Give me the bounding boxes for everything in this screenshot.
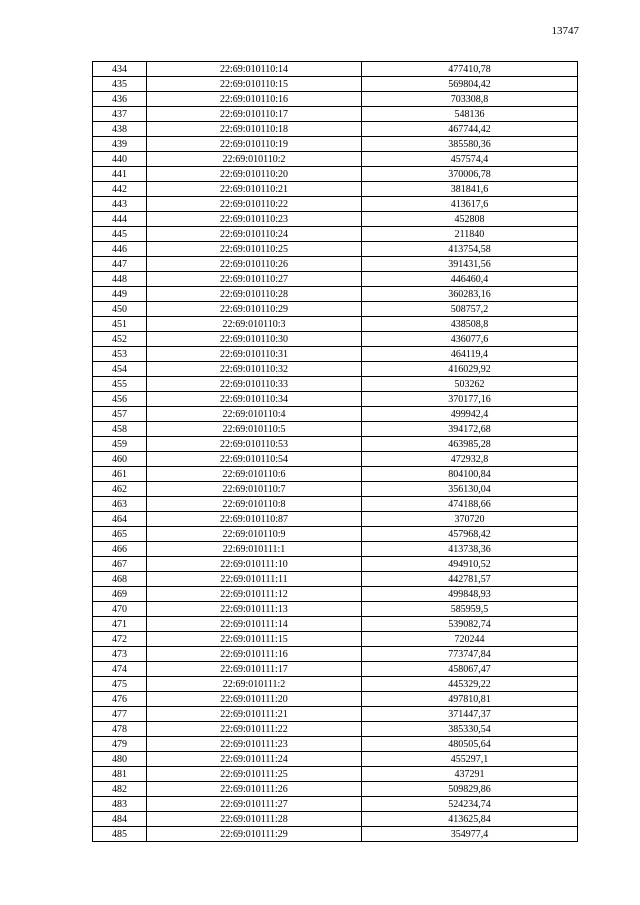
row-number-cell: 450	[93, 302, 147, 317]
table-row	[93, 812, 578, 827]
row-number-cell: 476	[93, 692, 147, 707]
table-row	[93, 182, 578, 197]
table-row	[93, 107, 578, 122]
cadastral-number-cell: 22:69:010111:21	[147, 707, 362, 722]
cadastral-number-cell: 22:69:010110:54	[147, 452, 362, 467]
row-number-cell: 438	[93, 122, 147, 137]
cadastral-number-cell: 22:69:010111:29	[147, 827, 362, 842]
row-number-cell: 436	[93, 92, 147, 107]
cadastral-number-cell: 22:69:010110:87	[147, 512, 362, 527]
row-number-cell: 437	[93, 107, 147, 122]
row-number-cell: 440	[93, 152, 147, 167]
value-cell: 703308,8	[362, 92, 578, 107]
value-cell: 360283,16	[362, 287, 578, 302]
value-cell: 438508,8	[362, 317, 578, 332]
value-cell: 773747,84	[362, 647, 578, 662]
table-row	[93, 662, 578, 677]
row-number-cell: 464	[93, 512, 147, 527]
row-number-cell: 445	[93, 227, 147, 242]
cadastral-number-cell: 22:69:010111:12	[147, 587, 362, 602]
value-cell: 436077,6	[362, 332, 578, 347]
table-row	[93, 272, 578, 287]
row-number-cell: 452	[93, 332, 147, 347]
table-row	[93, 677, 578, 692]
table-row	[93, 347, 578, 362]
cadastral-number-cell: 22:69:010110:15	[147, 77, 362, 92]
row-number-cell: 443	[93, 197, 147, 212]
cadastral-number-cell: 22:69:010110:16	[147, 92, 362, 107]
table-row	[93, 542, 578, 557]
table-row	[93, 407, 578, 422]
cadastral-number-cell: 22:69:010110:53	[147, 437, 362, 452]
cadastral-number-cell: 22:69:010111:24	[147, 752, 362, 767]
value-cell: 413738,36	[362, 542, 578, 557]
table-row	[93, 602, 578, 617]
row-number-cell: 472	[93, 632, 147, 647]
cadastral-number-cell: 22:69:010110:4	[147, 407, 362, 422]
table-row	[93, 557, 578, 572]
row-number-cell: 482	[93, 782, 147, 797]
value-cell: 381841,6	[362, 182, 578, 197]
cadastral-number-cell: 22:69:010111:16	[147, 647, 362, 662]
table-body	[93, 62, 578, 842]
value-cell: 356130,04	[362, 482, 578, 497]
row-number-cell: 454	[93, 362, 147, 377]
row-number-cell: 442	[93, 182, 147, 197]
table-row	[93, 392, 578, 407]
page-number: 13747	[551, 25, 579, 37]
table-row	[93, 362, 578, 377]
table-row	[93, 797, 578, 812]
row-number-cell: 455	[93, 377, 147, 392]
cadastral-number-cell: 22:69:010110:28	[147, 287, 362, 302]
value-cell: 494910,52	[362, 557, 578, 572]
table-row	[93, 722, 578, 737]
value-cell: 463985,28	[362, 437, 578, 452]
row-number-cell: 466	[93, 542, 147, 557]
value-cell: 509829,86	[362, 782, 578, 797]
value-cell: 477410,78	[362, 62, 578, 77]
table-row	[93, 92, 578, 107]
cadastral-number-cell: 22:69:010111:13	[147, 602, 362, 617]
value-cell: 499942,4	[362, 407, 578, 422]
value-cell: 455297,1	[362, 752, 578, 767]
row-number-cell: 434	[93, 62, 147, 77]
row-number-cell: 448	[93, 272, 147, 287]
cadastral-number-cell: 22:69:010110:22	[147, 197, 362, 212]
table-row	[93, 782, 578, 797]
row-number-cell: 467	[93, 557, 147, 572]
cadastral-number-cell: 22:69:010110:30	[147, 332, 362, 347]
cadastral-number-cell: 22:69:010110:19	[147, 137, 362, 152]
table-row	[93, 467, 578, 482]
table-row	[93, 572, 578, 587]
row-number-cell: 446	[93, 242, 147, 257]
row-number-cell: 439	[93, 137, 147, 152]
cadastral-number-cell: 22:69:010111:15	[147, 632, 362, 647]
row-number-cell: 474	[93, 662, 147, 677]
cadastral-number-cell: 22:69:010111:25	[147, 767, 362, 782]
value-cell: 585959,5	[362, 602, 578, 617]
row-number-cell: 460	[93, 452, 147, 467]
value-cell: 371447,37	[362, 707, 578, 722]
cadastral-number-cell: 22:69:010110:21	[147, 182, 362, 197]
value-cell: 497810,81	[362, 692, 578, 707]
row-number-cell: 458	[93, 422, 147, 437]
value-cell: 503262	[362, 377, 578, 392]
cadastral-number-cell: 22:69:010111:11	[147, 572, 362, 587]
row-number-cell: 483	[93, 797, 147, 812]
cadastral-number-cell: 22:69:010110:8	[147, 497, 362, 512]
cadastral-number-cell: 22:69:010111:2	[147, 677, 362, 692]
cadastral-number-cell: 22:69:010111:27	[147, 797, 362, 812]
row-number-cell: 447	[93, 257, 147, 272]
row-number-cell: 444	[93, 212, 147, 227]
cadastral-number-cell: 22:69:010111:23	[147, 737, 362, 752]
cadastral-number-cell: 22:69:010110:6	[147, 467, 362, 482]
row-number-cell: 478	[93, 722, 147, 737]
cadastral-number-cell: 22:69:010110:25	[147, 242, 362, 257]
value-cell: 446460,4	[362, 272, 578, 287]
value-cell: 720244	[362, 632, 578, 647]
table-row	[93, 497, 578, 512]
row-number-cell: 441	[93, 167, 147, 182]
cadastral-number-cell: 22:69:010110:29	[147, 302, 362, 317]
cadastral-number-cell: 22:69:010110:5	[147, 422, 362, 437]
cadastral-number-cell: 22:69:010110:9	[147, 527, 362, 542]
cadastral-number-cell: 22:69:010110:20	[147, 167, 362, 182]
value-cell: 385330,54	[362, 722, 578, 737]
row-number-cell: 477	[93, 707, 147, 722]
table-row	[93, 752, 578, 767]
cadastral-number-cell: 22:69:010110:32	[147, 362, 362, 377]
row-number-cell: 449	[93, 287, 147, 302]
value-cell: 472932,8	[362, 452, 578, 467]
cadastral-number-cell: 22:69:010110:24	[147, 227, 362, 242]
row-number-cell: 456	[93, 392, 147, 407]
value-cell: 548136	[362, 107, 578, 122]
table-row	[93, 152, 578, 167]
value-cell: 445329,22	[362, 677, 578, 692]
value-cell: 391431,56	[362, 257, 578, 272]
cadastral-number-cell: 22:69:010110:27	[147, 272, 362, 287]
table-row	[93, 167, 578, 182]
table-row	[93, 77, 578, 92]
value-cell: 452808	[362, 212, 578, 227]
value-cell: 804100,84	[362, 467, 578, 482]
table-row	[93, 767, 578, 782]
row-number-cell: 468	[93, 572, 147, 587]
value-cell: 416029,92	[362, 362, 578, 377]
value-cell: 354977,4	[362, 827, 578, 842]
value-cell: 385580,36	[362, 137, 578, 152]
cadastral-number-cell: 22:69:010111:1	[147, 542, 362, 557]
row-number-cell: 457	[93, 407, 147, 422]
registry-table	[92, 61, 578, 842]
cadastral-number-cell: 22:69:010111:20	[147, 692, 362, 707]
cadastral-number-cell: 22:69:010111:22	[147, 722, 362, 737]
row-number-cell: 470	[93, 602, 147, 617]
value-cell: 499848,93	[362, 587, 578, 602]
row-number-cell: 479	[93, 737, 147, 752]
value-cell: 569804,42	[362, 77, 578, 92]
value-cell: 370720	[362, 512, 578, 527]
value-cell: 370006,78	[362, 167, 578, 182]
row-number-cell: 481	[93, 767, 147, 782]
value-cell: 467744,42	[362, 122, 578, 137]
table-row	[93, 527, 578, 542]
row-number-cell: 459	[93, 437, 147, 452]
table-row	[93, 647, 578, 662]
table-row	[93, 212, 578, 227]
cadastral-number-cell: 22:69:010110:33	[147, 377, 362, 392]
value-cell: 370177,16	[362, 392, 578, 407]
row-number-cell: 465	[93, 527, 147, 542]
row-number-cell: 473	[93, 647, 147, 662]
table-row	[93, 197, 578, 212]
cadastral-number-cell: 22:69:010111:14	[147, 617, 362, 632]
cadastral-number-cell: 22:69:010111:28	[147, 812, 362, 827]
row-number-cell: 453	[93, 347, 147, 362]
row-number-cell: 475	[93, 677, 147, 692]
value-cell: 457968,42	[362, 527, 578, 542]
value-cell: 413617,6	[362, 197, 578, 212]
value-cell: 394172,68	[362, 422, 578, 437]
value-cell: 539082,74	[362, 617, 578, 632]
table-row	[93, 452, 578, 467]
row-number-cell: 461	[93, 467, 147, 482]
table-row	[93, 62, 578, 77]
table-row	[93, 287, 578, 302]
table-row	[93, 422, 578, 437]
table-row	[93, 617, 578, 632]
cadastral-number-cell: 22:69:010110:26	[147, 257, 362, 272]
table-row	[93, 122, 578, 137]
value-cell: 458067,47	[362, 662, 578, 677]
cadastral-number-cell: 22:69:010110:17	[147, 107, 362, 122]
value-cell: 474188,66	[362, 497, 578, 512]
value-cell: 480505,64	[362, 737, 578, 752]
table-row	[93, 587, 578, 602]
table-row	[93, 137, 578, 152]
cadastral-number-cell: 22:69:010110:3	[147, 317, 362, 332]
row-number-cell: 480	[93, 752, 147, 767]
table-row	[93, 692, 578, 707]
cadastral-number-cell: 22:69:010110:2	[147, 152, 362, 167]
table-row	[93, 512, 578, 527]
row-number-cell: 462	[93, 482, 147, 497]
table-row	[93, 317, 578, 332]
row-number-cell: 435	[93, 77, 147, 92]
row-number-cell: 484	[93, 812, 147, 827]
cadastral-number-cell: 22:69:010110:31	[147, 347, 362, 362]
value-cell: 457574,4	[362, 152, 578, 167]
cadastral-number-cell: 22:69:010110:7	[147, 482, 362, 497]
cadastral-number-cell: 22:69:010110:18	[147, 122, 362, 137]
table-row	[93, 632, 578, 647]
row-number-cell: 471	[93, 617, 147, 632]
row-number-cell: 469	[93, 587, 147, 602]
table-row	[93, 332, 578, 347]
table-row	[93, 707, 578, 722]
row-number-cell: 485	[93, 827, 147, 842]
table-row	[93, 827, 578, 842]
cadastral-number-cell: 22:69:010111:17	[147, 662, 362, 677]
row-number-cell: 451	[93, 317, 147, 332]
value-cell: 437291	[362, 767, 578, 782]
cadastral-number-cell: 22:69:010110:14	[147, 62, 362, 77]
row-number-cell: 463	[93, 497, 147, 512]
value-cell: 524234,74	[362, 797, 578, 812]
table-row	[93, 227, 578, 242]
value-cell: 442781,57	[362, 572, 578, 587]
cadastral-number-cell: 22:69:010110:23	[147, 212, 362, 227]
cadastral-number-cell: 22:69:010111:10	[147, 557, 362, 572]
table-row	[93, 242, 578, 257]
table-row	[93, 257, 578, 272]
table-row	[93, 377, 578, 392]
table-row	[93, 737, 578, 752]
cadastral-number-cell: 22:69:010110:34	[147, 392, 362, 407]
value-cell: 413754,58	[362, 242, 578, 257]
table-row	[93, 437, 578, 452]
value-cell: 464119,4	[362, 347, 578, 362]
value-cell: 211840	[362, 227, 578, 242]
table-row	[93, 482, 578, 497]
value-cell: 413625,84	[362, 812, 578, 827]
cadastral-number-cell: 22:69:010111:26	[147, 782, 362, 797]
value-cell: 508757,2	[362, 302, 578, 317]
table-row	[93, 302, 578, 317]
